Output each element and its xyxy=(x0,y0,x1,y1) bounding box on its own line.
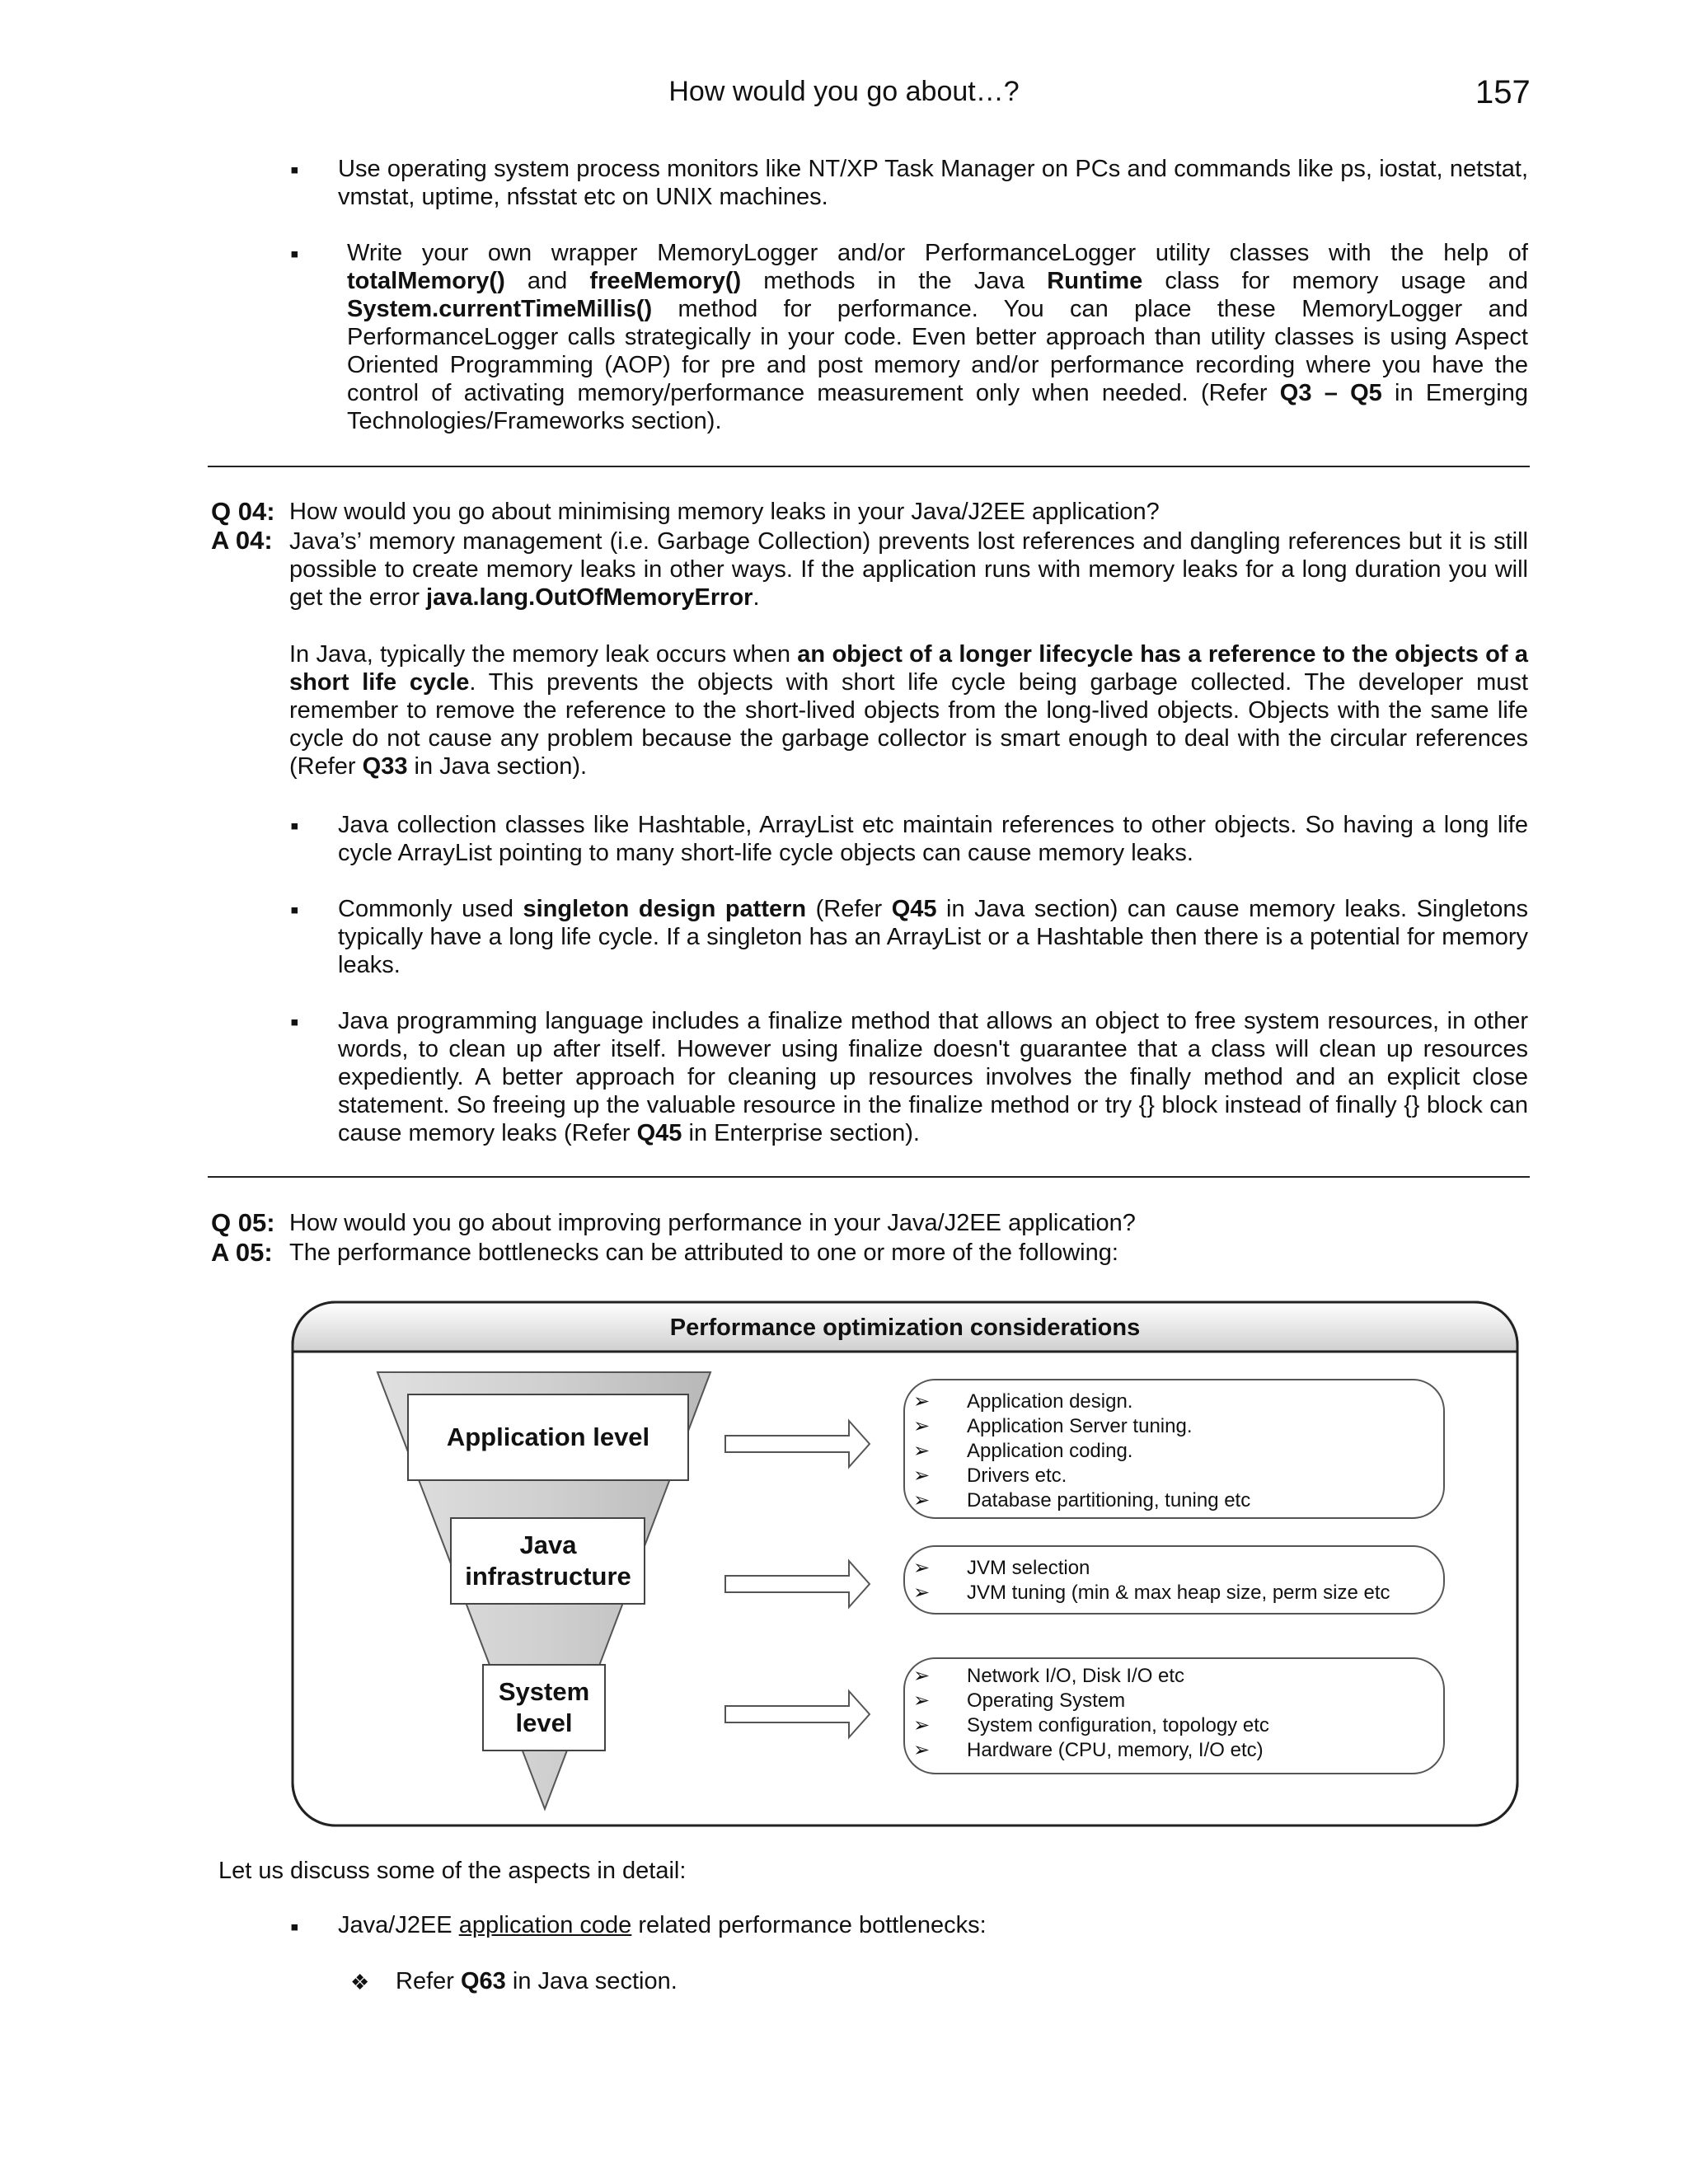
question-label: Q 04: xyxy=(211,497,275,526)
bullet-singleton: Commonly used singleton design pattern (Refer Q45 in Java section) can cause memory leaks. Singletons typically have a long life cycle. If a singleton has an ArrayList or a Hashtable then there is a potential for memory leaks. xyxy=(338,896,1529,978)
arrow-bullet-icon: ➢ xyxy=(913,1690,931,1712)
question-text: How would you go about minimising memory leaks in your Java/J2EE application? xyxy=(289,499,1160,525)
arrow-bullet-icon: ➢ xyxy=(913,1489,931,1511)
bullet-marker: ▪ xyxy=(290,897,299,924)
level-label-java-line2: infrastructure xyxy=(465,1562,631,1591)
arrow-bullet-icon: ➢ xyxy=(913,1557,931,1579)
discussion-intro: Let us discuss some of the aspects in detail: xyxy=(218,1858,687,1884)
arrow-bullet-icon: ➢ xyxy=(913,1465,931,1487)
running-header-title: How would you go about…? xyxy=(668,76,1020,107)
answer-paragraph-lifecycle: In Java, typically the memory leak occurs when an object of a longer lifecycle has a reference to the objects of a short life cycle. This prevents the objects with short life cycle being garbage collected. The developer must remember to remove the reference to the short-lived objects from the long-lived objects. Objects with the same life cycle do not cause any problem because the garbage collector is smart enough to deal with the circular references (Refer Q33 in Java section). xyxy=(289,641,1528,780)
bullet-marker: ▪ xyxy=(290,1914,299,1941)
sub-bullet-refer-q63: Refer Q63 in Java section. xyxy=(396,1968,678,1994)
diagram-title: Performance optimization considerations xyxy=(669,1315,1141,1341)
bullet-wrapper-loggers: Write your own wrapper MemoryLogger and/or PerformanceLogger utility classes with the help of totalMemory() and freeMemory() methods in the Java Runtime class for memory usage and System.currentTimeMillis() method for performance. You can place these MemoryLogger and PerformanceLogger calls strategically in your code. Even better approach than utility classes is using Aspect Oriented Programming (AOP) for pre and post memory and/or performance recording where you have the control of activating memory/performance measurement only when needed. (Refer Q3 – Q5 in Emerging Technologies/Frameworks section). xyxy=(347,240,1529,434)
level-label-java-line1: Java xyxy=(519,1530,577,1559)
level-label-system-line1: System xyxy=(498,1677,590,1706)
list-item: System configuration, topology etc xyxy=(967,1714,1269,1736)
bullet-finalize: Java programming language includes a finalize method that allows an object to free system resources, in other words, to clean up after itself. However using finalize doesn't guarantee that a class will clean up resources expediently. A better approach for cleaning up resources involves the finally method and an explicit close statement. So freeing up the valuable resource in the finalize method or try {} block instead of finally {} block can cause memory leaks (Refer Q45 in Enterprise section). xyxy=(338,1008,1528,1146)
level-label-application: Application level xyxy=(446,1422,650,1451)
arrow-bullet-icon: ➢ xyxy=(913,1714,931,1736)
list-item: Application design. xyxy=(967,1390,1133,1413)
bullet-marker: ▪ xyxy=(290,1009,299,1036)
page-number: 157 xyxy=(1475,74,1531,110)
list-item: Database partitioning, tuning etc xyxy=(967,1489,1251,1511)
list-item: Hardware (CPU, memory, I/O etc) xyxy=(967,1739,1264,1761)
answer-text: The performance bottlenecks can be attributed to one or more of the following: xyxy=(289,1240,1118,1266)
diamond-bullet-icon: ❖ xyxy=(350,1970,370,1994)
bullet-collections: Java collection classes like Hashtable, ArrayList etc maintain references to other objects. So having a long life cycle ArrayList pointing to many short-life cycle objects can cause memory leaks. xyxy=(338,812,1528,866)
arrow-bullet-icon: ➢ xyxy=(913,1665,931,1687)
list-item: Network I/O, Disk I/O etc xyxy=(967,1665,1185,1687)
list-item: JVM selection xyxy=(967,1557,1090,1579)
answer-label: A 05: xyxy=(211,1238,273,1267)
bullet-process-monitors: Use operating system process monitors like NT/XP Task Manager on PCs and commands like ps, iostat, netstat, vmstat, uptime, nfsstat etc on UNIX machines. xyxy=(338,156,1528,210)
list-item: Application Server tuning. xyxy=(967,1415,1193,1437)
level-label-system-line2: level xyxy=(515,1708,573,1737)
arrow-bullet-icon: ➢ xyxy=(913,1739,931,1761)
arrow-bullet-icon: ➢ xyxy=(913,1415,931,1437)
bullet-marker: ▪ xyxy=(290,813,299,840)
bullet-marker: ▪ xyxy=(290,157,299,184)
bullet-app-code: Java/J2EE application code related performance bottlenecks: xyxy=(338,1912,987,1938)
answer-paragraph-gc: Java’s’ memory management (i.e. Garbage Collection) prevents lost references and dangling references but it is still possible to create memory leaks in other ways. If the application runs with memory leaks for a long duration you will get the error java.lang.OutOfMemoryError. xyxy=(289,528,1528,611)
list-item: Operating System xyxy=(967,1690,1126,1712)
link-application-code: application code xyxy=(458,1912,632,1938)
arrow-bullet-icon: ➢ xyxy=(913,1390,931,1413)
list-item: Application coding. xyxy=(967,1440,1133,1462)
question-text: How would you go about improving performance in your Java/J2EE application? xyxy=(289,1210,1136,1236)
list-item: Drivers etc. xyxy=(967,1465,1067,1487)
list-item: JVM tuning (min & max heap size, perm size etc xyxy=(967,1582,1390,1604)
answer-label: A 04: xyxy=(211,526,273,555)
bullet-marker: ▪ xyxy=(290,241,299,268)
arrow-bullet-icon: ➢ xyxy=(913,1440,931,1462)
question-label: Q 05: xyxy=(211,1208,275,1237)
arrow-bullet-icon: ➢ xyxy=(913,1582,931,1604)
